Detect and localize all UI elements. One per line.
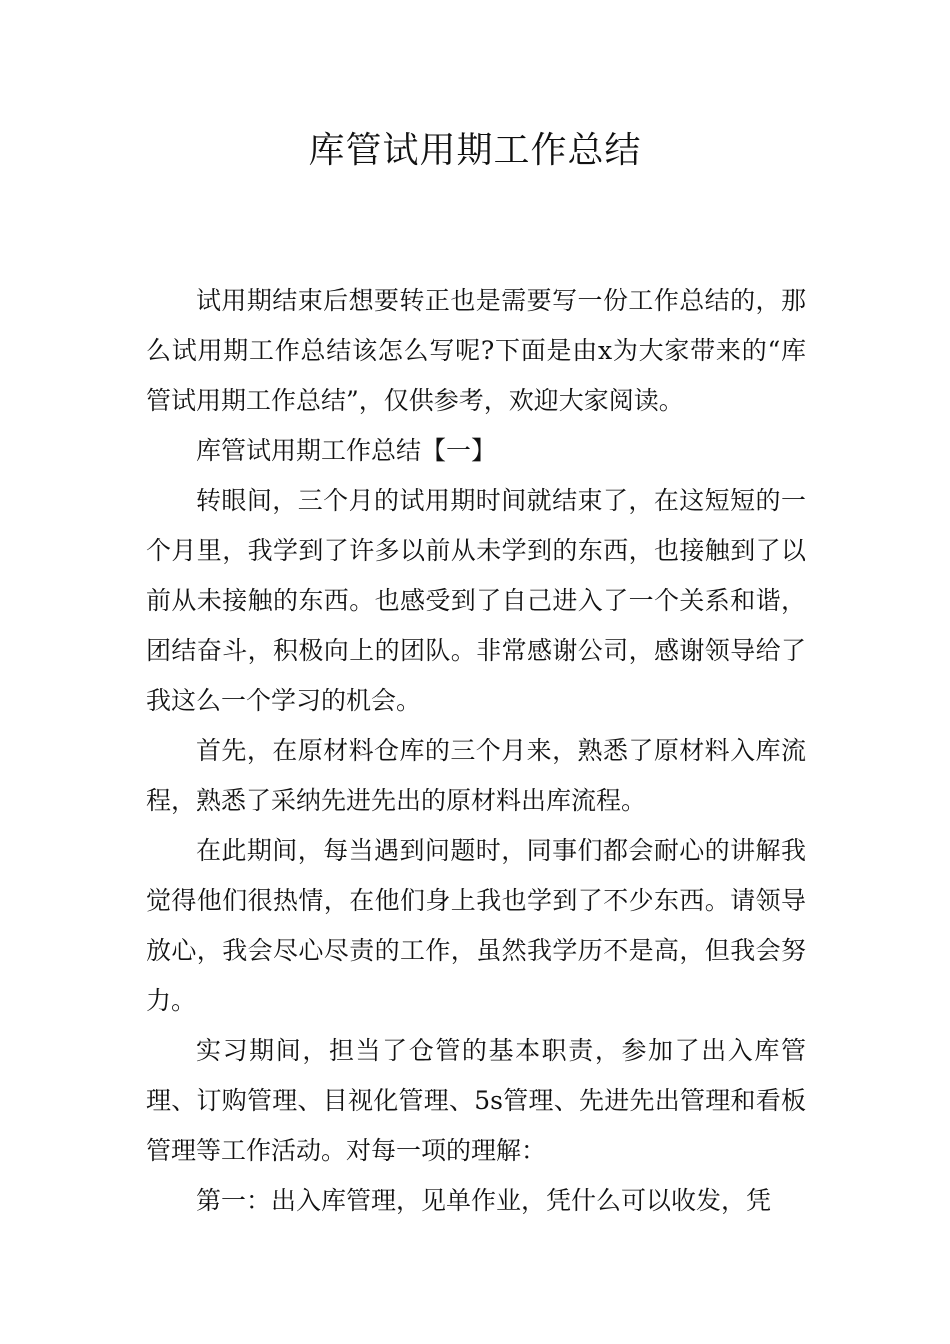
document-title: 库管试用期工作总结 [308,130,642,171]
paragraph-5: 第一：出入库管理，见单作业，凭什么可以收发，凭 [196,1186,772,1215]
section-heading: 库管试用期工作总结【一】 [196,436,497,465]
paragraph-intro: 试用期结束后想要转正也是需要写一份工作总结的，那么试用期工作总结该怎么写呢?下面是由x为大家带来的“库管试用期工作总结”，仅供参考，欢迎大家阅读。 [146,286,806,415]
paragraph-1: 转眼间，三个月的试用期时间就结束了，在这短短的一个月里，我学到了许多以前从未学到的东西，也接触到了以前从未接触的东西。也感受到了自己进入了一个关系和谐，团结奋斗，积极向上的团队。非常感谢公司，感谢领导给了我这么一个学习的机会。 [146,486,806,715]
paragraph-2: 首先，在原材料仓库的三个月来，熟悉了原材料入库流程，熟悉了采纳先进先出的原材料出库流程。 [146,736,806,815]
paragraph-4: 实习期间，担当了仓管的基本职责，参加了出入库管理、订购管理、目视化管理、5s管理、先进先出管理和看板管理等工作活动。对每一项的理解： [146,1036,806,1165]
paragraph-3: 在此期间，每当遇到问题时，同事们都会耐心的讲解我觉得他们很热情，在他们身上我也学到了不少东西。请领导放心，我会尽心尽责的工作，虽然我学历不是高，但我会努力。 [146,836,806,1015]
document-body [146,276,806,1226]
